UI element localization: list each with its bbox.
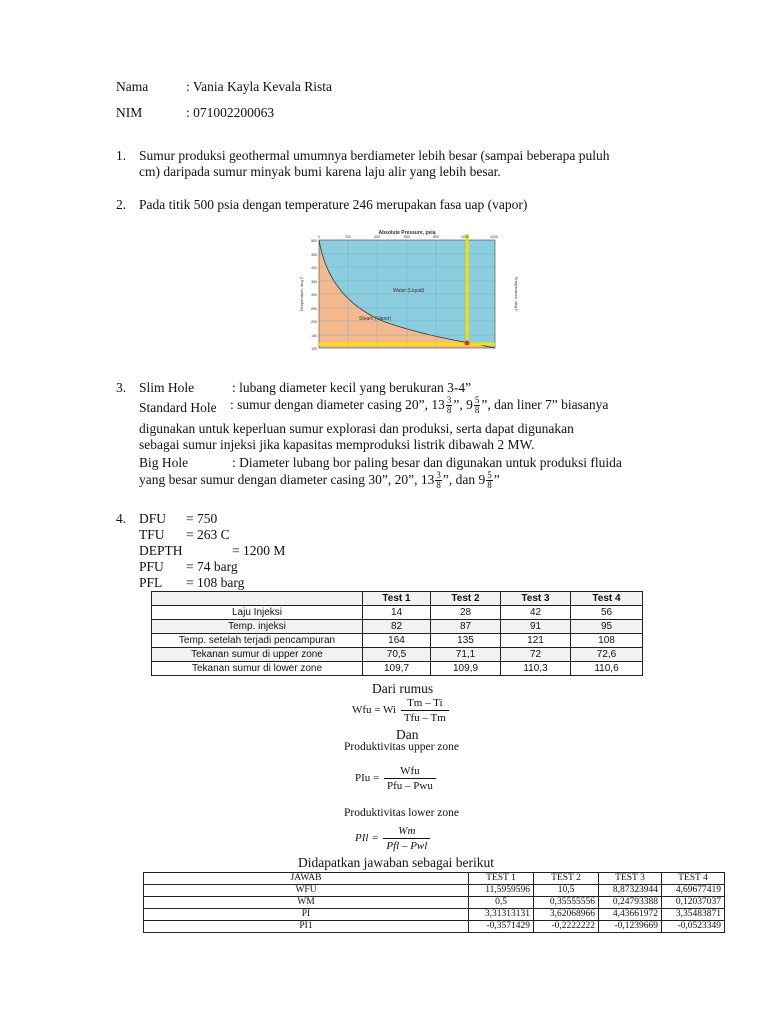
big-hole-line2: yang besar sumur dengan diameter casing 30”, 20”, 13 $\frac{3}{8}$ ”, dan 9 $\frac{5}{8}$ ” [139,470,500,491]
dan-text: Dan [396,727,419,742]
table-row: Tekanan sumur di upper zone 70,5 71,1 72 72,6 [152,648,643,662]
nama-label: Nama [116,79,149,94]
upper-zone-label: Produktivitas upper zone [344,741,459,753]
formula-pil: PIl = Wm Pfl – Pwl [355,824,430,853]
steam-label: Steam (Vapor) [359,316,392,322]
dari-rumus-text: Dari rumus [372,681,434,696]
q1-line2: cm) daripada sumur minyak bumi karena laju alir yang lebih besar. [139,164,501,179]
svg-text:150: 150 [311,334,317,338]
table-row: Temp. setelah terjadi pencampuran 164 135 121 108 [152,634,643,648]
param-label-tfu: TFU [139,527,165,542]
table-header-row: JAWAB TEST 1 TEST 2 TEST 3 TEST 4 [144,873,725,885]
nim-value: : 071002200063 [186,105,275,120]
table-row: WM 0,5 0,35555556 0,24793388 0,12037037 [144,897,725,909]
table-row: WFU 11,5959596 10,5 8,87323944 4,69677419 [144,885,725,897]
svg-text:400: 400 [374,235,380,239]
svg-text:600: 600 [404,235,410,239]
svg-text:100: 100 [311,347,317,351]
table-row: PI 3,31313131 3,62068966 4,43661972 3,35483871 [144,909,725,921]
phase-diagram [295,226,525,358]
q1-number: 1. [116,148,127,163]
table-row: Laju Injeksi 14 28 42 56 [152,606,643,620]
figure-title: Absolute Pressure, psia [378,230,436,236]
slim-hole-label: Slim Hole [139,380,195,395]
svg-text:250: 250 [311,307,317,311]
svg-text:450: 450 [311,253,317,257]
big-hole-label: Big Hole [139,455,189,470]
q2-number: 2. [116,197,127,212]
q1-line1: Sumur produksi geothermal umumnya berdiameter lebih besar (sampai beberapa puluh [139,148,610,163]
svg-text:200: 200 [345,235,351,239]
formula-piu: PIu = Wfu Pfu – Pwu [355,764,436,793]
fraction-three-eighths: $\frac{3}{8}$ [446,395,452,416]
svg-text:1000: 1000 [461,235,469,239]
nama-value: : Vania Kayla Kevala Rista [186,79,332,94]
injection-test-table [151,591,643,676]
table-row: PI1 -0,3571429 -0,2222222 -0,1239669 -0,0523349 [144,921,725,933]
param-label-pfl: PFL [139,575,163,590]
lower-zone-label: Produktivitas lower zone [344,807,459,819]
param-label-dfu: DFU [139,511,167,526]
param-value-pfu: = 74 barg [186,559,238,574]
q4-number: 4. [116,511,127,526]
big-hole-text: : Diameter lubang bor paling besar dan digunakan untuk produksi fluida [232,455,622,470]
water-label: Water (Liquid) [393,288,425,294]
param-value-depth: = 1200 M [232,543,286,558]
table-row: Tekanan sumur di lower zone 109,7 109,9 110,3 110,6 [152,662,643,676]
param-value-tfu: = 263 C [186,527,230,542]
nim-label: NIM [116,105,143,120]
param-value-pfl: = 108 barg [186,575,245,590]
svg-text:Temperature, deg F: Temperature, deg F [514,276,519,312]
result-table [143,872,725,933]
standard-hole-line3: sebagai sumur injeksi jika kapasitas memproduksi listrik dibawah 2 MW. [139,437,535,452]
q3-number: 3. [116,380,127,395]
fraction-three-eighths: $\frac{3}{8}$ [436,470,441,491]
formula-wfu: Wfu = Wi Tm – Ti Tfu – Tm [352,696,449,725]
q2-text: Pada titik 500 psia dengan temperature 246 merupakan fasa uap (vapor) [139,197,528,212]
param-value-dfu: = 750 [186,511,218,526]
standard-hole-label: Standard Hole [139,400,217,415]
standard-hole-line2: digunakan untuk keperluan sumur explorasi dan produksi, serta dapat digunakan [139,421,574,436]
param-label-pfu: PFU [139,559,164,574]
svg-text:400: 400 [311,266,317,270]
svg-text:350: 350 [311,280,317,284]
svg-text:0: 0 [318,235,320,239]
svg-text:800: 800 [433,235,439,239]
svg-text:300: 300 [311,293,317,297]
table-row: Temp. injeksi 82 87 91 95 [152,620,643,634]
result-label: Didapatkan jawaban sebagai berikut [298,855,495,870]
standard-hole-line1: : sumur dengan diameter casing 20”, 13 $\frac{3}{8}$ ”, 9 $\frac{5}{8}$ ”, dan liner 7” biasanya [230,395,609,416]
svg-text:200: 200 [311,320,317,324]
table-header-row: Test 1 Test 2 Test 3 Test 4 [152,592,643,606]
svg-text:Temperature, deg C: Temperature, deg C [299,276,304,312]
slim-hole-text: : lubang diameter kecil yang berukuran 3-4” [232,380,472,395]
svg-text:1200: 1200 [490,235,498,239]
fraction-five-eighths: $\frac{5}{8}$ [474,395,480,416]
fraction-five-eighths: $\frac{5}{8}$ [487,470,492,491]
param-label-depth: DEPTH [139,543,183,558]
svg-text:500: 500 [311,239,317,243]
